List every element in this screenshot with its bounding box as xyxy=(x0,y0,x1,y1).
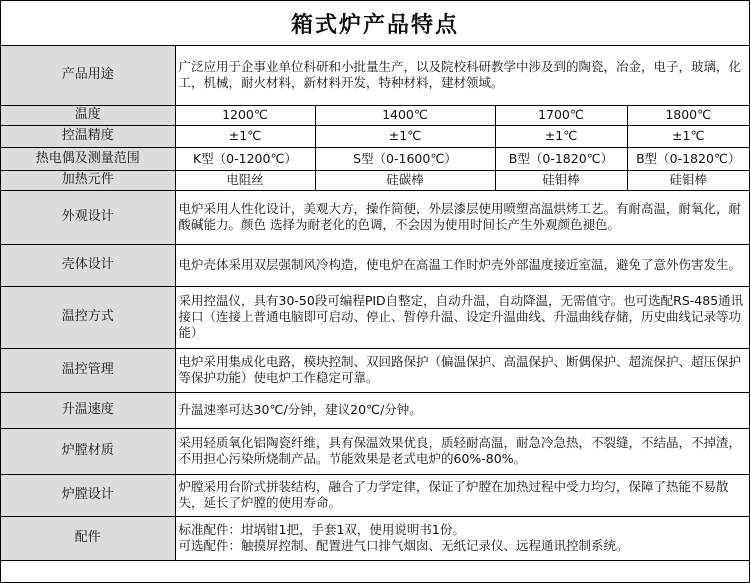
table-row xyxy=(1,392,749,428)
accuracy-value: ±1℃ xyxy=(495,125,627,147)
accuracy-value: ±1℃ xyxy=(627,125,749,147)
temperature-value: 1200℃ xyxy=(175,105,315,125)
page-title: 箱式炉产品特点 xyxy=(1,1,749,46)
control-mgmt-text: 电炉采用集成化电路，模块控制、双回路保护（偏温保护、高温保护、断偶保护、超流保护、超压保护等保护功能）使电炉工作稳定可靠。 xyxy=(175,348,749,392)
table-row xyxy=(1,125,749,147)
table-row xyxy=(1,170,749,190)
heating-rate-text: 升温速率可达30℃/分钟，建议20℃/分钟。 xyxy=(175,392,749,428)
thermocouple-value: S型（0-1600℃） xyxy=(315,147,495,170)
row-label-control-mgmt: 温控管理 xyxy=(1,348,175,392)
chamber-material-text: 采用轻质氧化铝陶瓷纤维，具有保温效果优良，质轻耐高温，耐急冷急热，不裂缝，不结晶，不掉渣，不用担心污染所烧制产品。节能效果是老式电炉的60%-80%。 xyxy=(175,428,749,474)
optional-accessories: 可选配件：触摸屏控制、配置进气口排气烟囱、无纸记录仪、远程通讯控制系统。 xyxy=(178,538,629,553)
table-row xyxy=(1,105,749,125)
accuracy-value: ±1℃ xyxy=(175,125,315,147)
standard-accessories: 标准配件：坩埚钳1把，手套1双，使用说明书1份。 xyxy=(178,522,465,537)
row-label-temperature: 温度 xyxy=(1,105,175,125)
heating-element-value: 硅碳棒 xyxy=(315,170,495,190)
table-row xyxy=(1,348,749,392)
temperature-value: 1700℃ xyxy=(495,105,627,125)
row-label-usage: 产品用途 xyxy=(1,46,175,105)
heating-element-value: 电阻丝 xyxy=(175,170,315,190)
table-row xyxy=(1,46,749,105)
row-label-control-mode: 温控方式 xyxy=(1,286,175,348)
row-label-heating-rate: 升温速度 xyxy=(1,392,175,428)
row-label-heating: 加热元件 xyxy=(1,170,175,190)
row-label-accessories: 配件 xyxy=(1,516,175,560)
table-row xyxy=(1,286,749,348)
thermocouple-value: B型（0-1820℃） xyxy=(495,147,627,170)
temperature-value: 1800℃ xyxy=(627,105,749,125)
heating-element-value: 硅钼棒 xyxy=(495,170,627,190)
row-label-accuracy: 控温精度 xyxy=(1,125,175,147)
accuracy-value: ±1℃ xyxy=(315,125,495,147)
thermocouple-value: B型（0-1820℃） xyxy=(627,147,749,170)
row-label-appearance: 外观设计 xyxy=(1,190,175,244)
table-row xyxy=(1,428,749,474)
heating-element-value: 硅钼棒 xyxy=(627,170,749,190)
table-row xyxy=(1,474,749,516)
shell-text: 电炉壳体采用双层强制风冷构造，使电炉在高温工作时炉壳外部温度接近室温，避免了意外伤害发生。 xyxy=(175,244,749,286)
table-row xyxy=(1,190,749,244)
table-row xyxy=(1,147,749,170)
control-mode-text: 采用控温仪，具有30-50段可编程PID自整定，自动升温，自动降温，无需值守。也可选配RS-485通讯接口（连接上普通电脑即可启动、停止、暂停升温、设定升温曲线、升温曲线存储，历史曲线记录等功能） xyxy=(175,286,749,348)
table-row xyxy=(1,516,749,560)
chamber-design-text: 炉膛采用台阶式拼装结构，融合了力学定律，保证了炉膛在加热过程中受力均匀，保障了热能不易散失，延长了炉膛的使用寿命。 xyxy=(175,474,749,516)
row-label-thermocouple: 热电偶及测量范围 xyxy=(1,147,175,170)
thermocouple-value: K型（0-1200℃） xyxy=(175,147,315,170)
table-row xyxy=(1,244,749,286)
row-label-chamber-material: 炉膛材质 xyxy=(1,428,175,474)
accessories-cell xyxy=(175,516,749,560)
row-label-shell: 壳体设计 xyxy=(1,244,175,286)
appearance-text: 电炉采用人性化设计，美观大方，操作简便，外层漆层使用喷塑高温烘烤工艺。有耐高温，耐氧化，耐酸碱能力。颜色 选择为耐老化的色调，不会因为使用时间长产生外观颜色褪色。 xyxy=(175,190,749,244)
row-label-chamber-design: 炉膛设计 xyxy=(1,474,175,516)
temperature-value: 1400℃ xyxy=(315,105,495,125)
usage-text: 广泛应用于企事业单位科研和小批量生产，以及院校科研教学中涉及到的陶瓷，冶金，电子，玻璃，化工，机械，耐火材料，新材料开发，特种材料，建材领域。 xyxy=(175,46,749,105)
spec-table xyxy=(1,46,749,561)
